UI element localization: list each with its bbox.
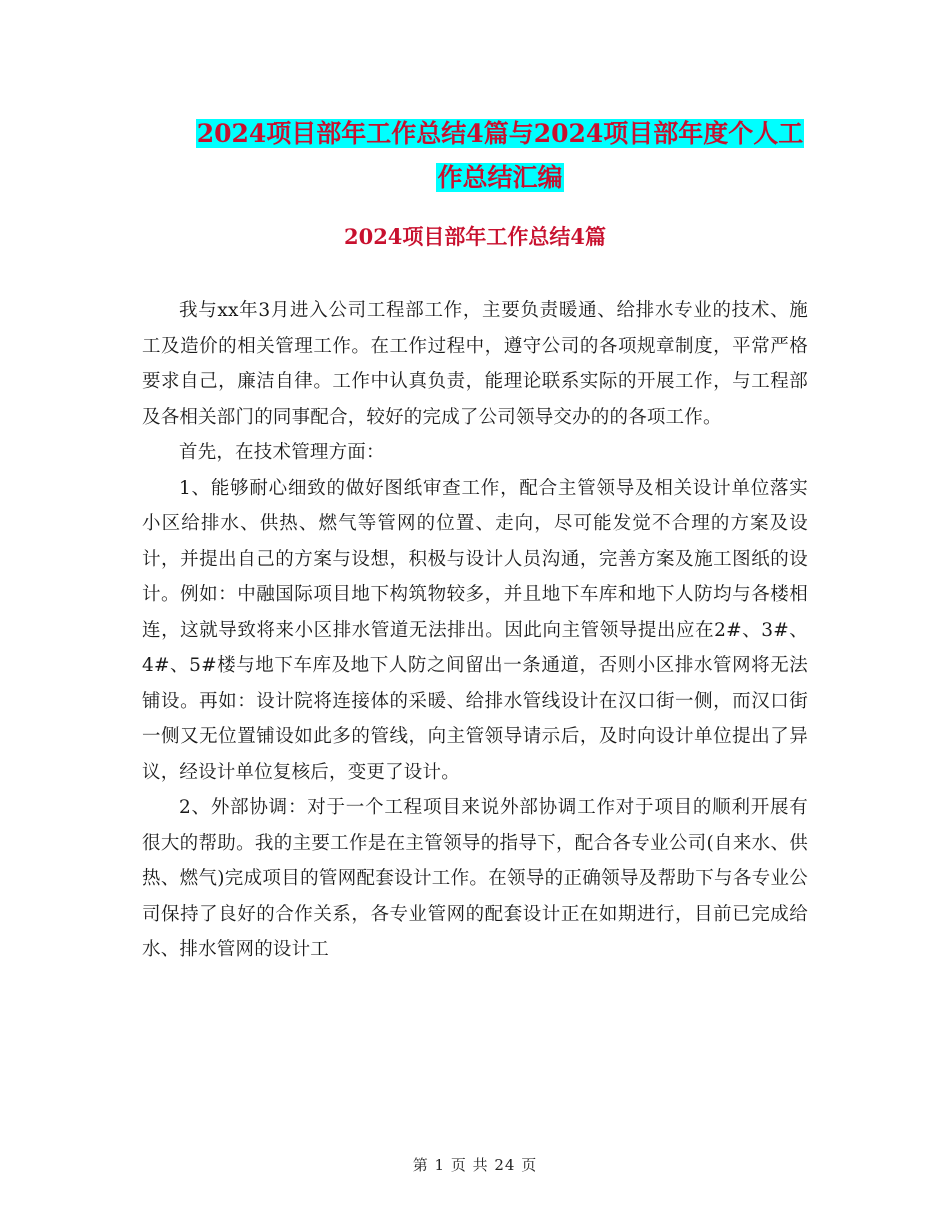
- document-title-line2: 作总结汇编: [437, 163, 563, 192]
- paragraph: 2、外部协调：对于一个工程项目来说外部协调工作对于项目的顺利开展有很大的帮助。我的主要工作是在主管领导的指导下，配合各专业公司(自来水、供热、燃气)完成项目的管网配套设计工作。在领导的正确领导及帮助下与各专业公司保持了良好的合作关系，各专业管网的配套设计正在如期进行，目前已完成给水、排水管网的设计工: [142, 797, 808, 960]
- paragraph: 1、能够耐心细致的做好图纸审查工作，配合主管领导及相关设计单位落实小区给排水、供热、燃气等管网的位置、走向，尽可能发觉不合理的方案及设计，并提出自己的方案与设想，积极与设计人员沟通，完善方案及施工图纸的设计。例如：中融国际项目地下构筑物较多，并且地下车库和地下人防均与各楼相连，这就导致将来小区排水管道无法排出。因此向主管领导提出应在2#、3#、4#、5#楼与地下车库及地下人防之间留出一条通道，否则小区排水管网将无法铺设。再如：设计院将连接体的采暖、给排水管线设计在汉口街一侧，而汉口街一侧又无位置铺设如此多的管线，向主管领导请示后，及时向设计单位提出了异议，经设计单位复核后，变更了设计。: [142, 477, 808, 783]
- paragraph: 首先，在技术管理方面：: [179, 442, 385, 463]
- document-title-line1: 2024项目部年工作总结4篇与2024项目部年度个人工: [196, 119, 804, 148]
- page-number-footer: 第 1 页 共 24 页: [412, 1156, 538, 1174]
- document-body: [142, 293, 808, 968]
- section-title: 2024项目部年工作总结4篇: [343, 224, 607, 249]
- paragraph: 我与xx年3月进入公司工程部工作，主要负责暖通、给排水专业的技术、施工及造价的相关管理工作。在工作过程中，遵守公司的各项规章制度，平常严格要求自己，廉洁自律。工作中认真负责，能理论联系实际的开展工作，与工程部及各相关部门的同事配合，较好的完成了公司领导交办的的各项工作。: [142, 300, 808, 428]
- document-title: [140, 112, 860, 200]
